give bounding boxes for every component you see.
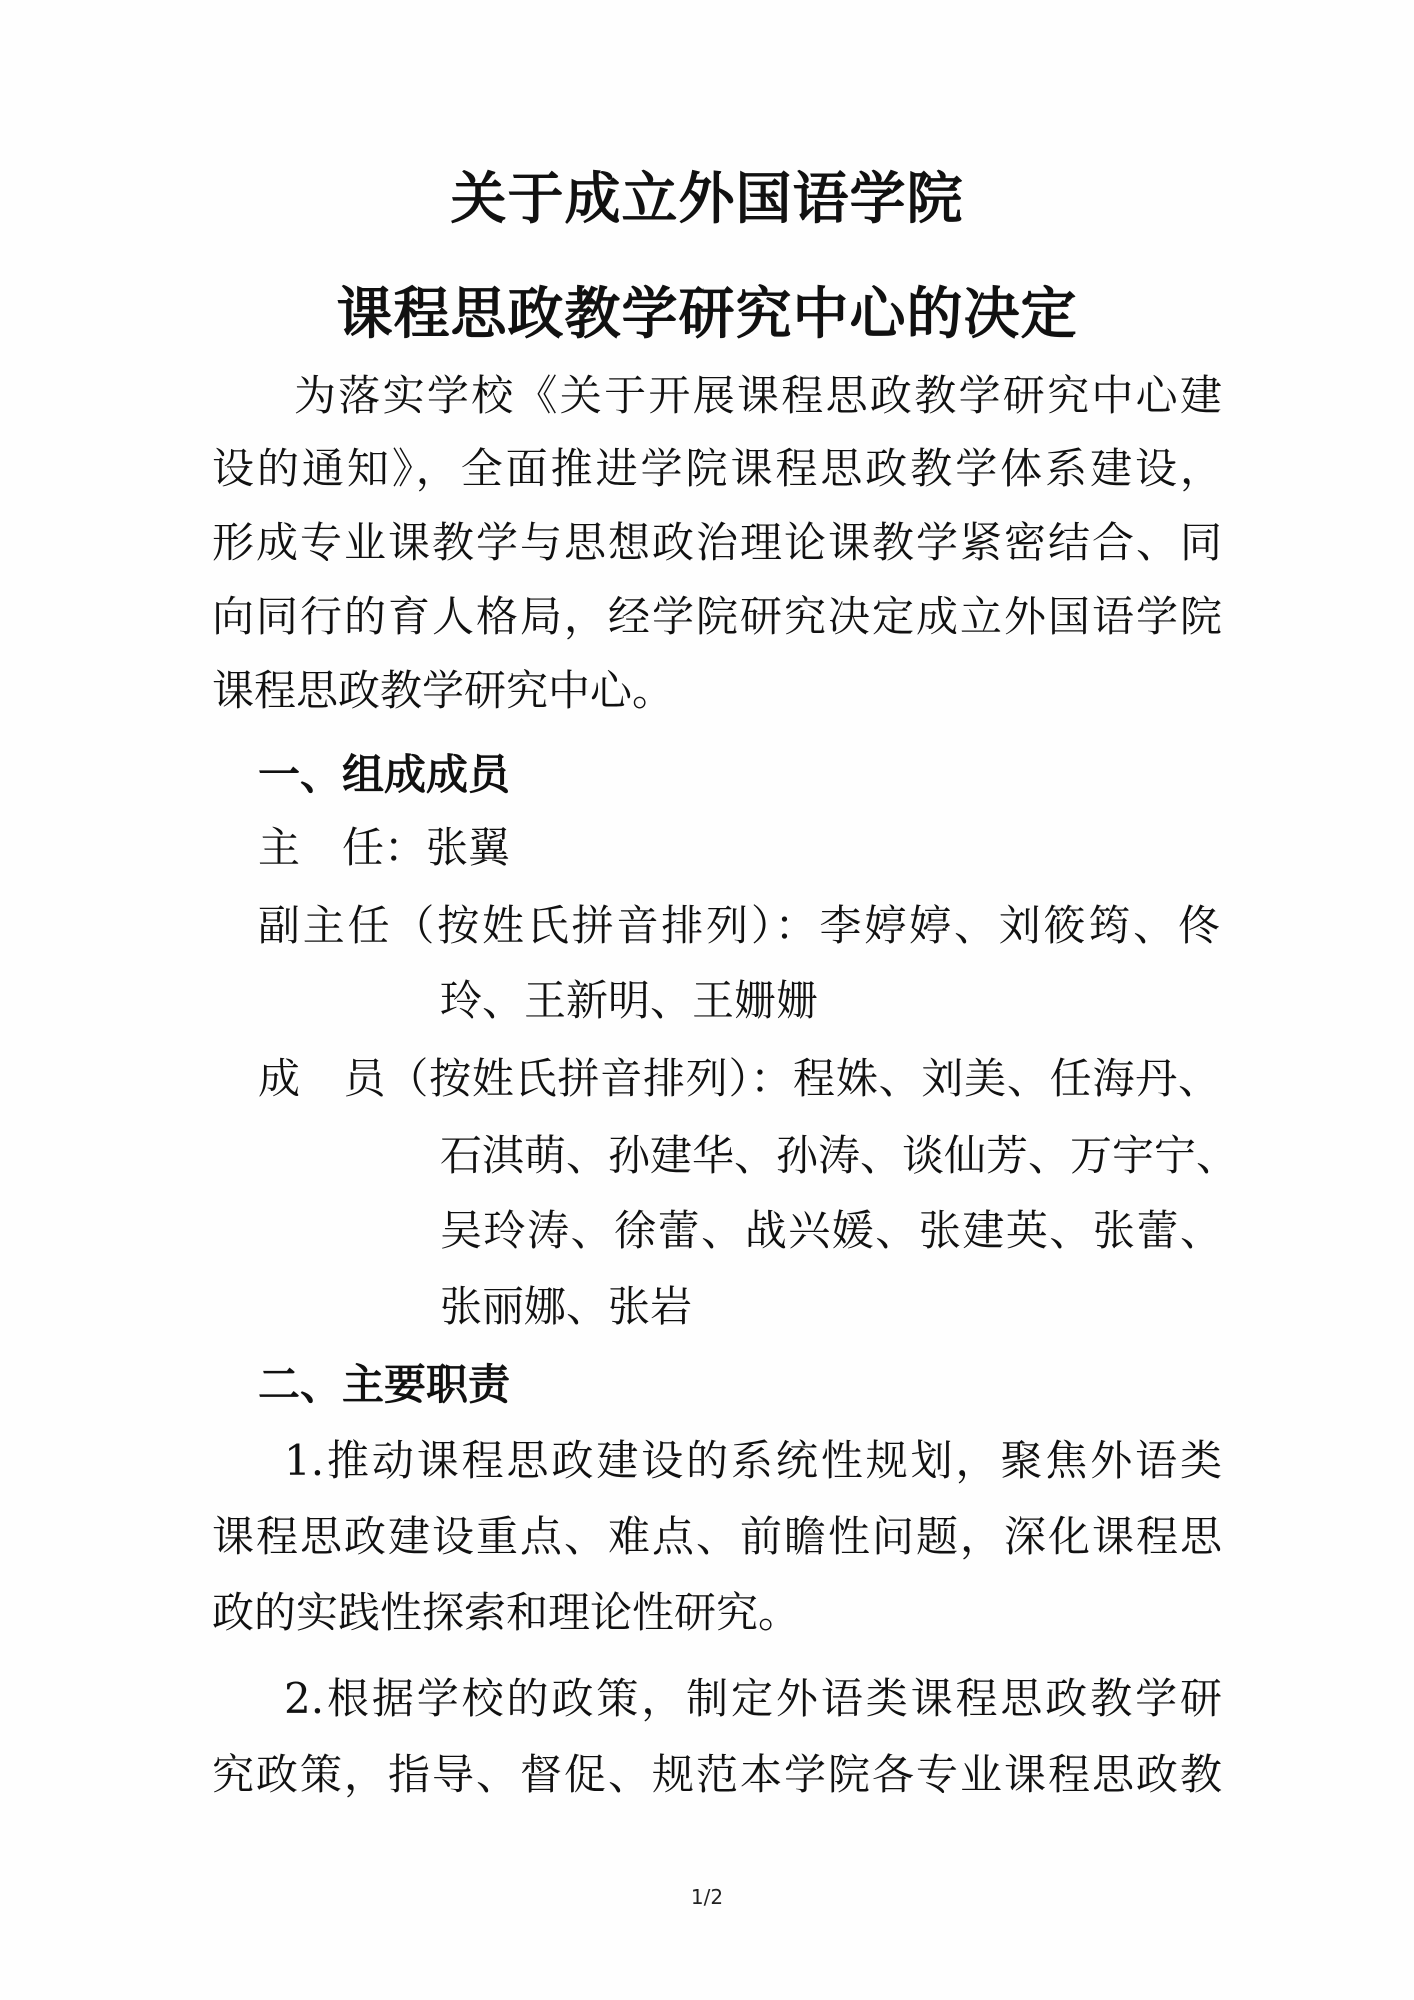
member-line: 成 员（按姓氏拼音排列）：程姝、刘美、任海丹、 (258, 1054, 1220, 1103)
duty-item1-line: 课程思政建设重点、难点、前瞻性问题，深化课程思 (212, 1512, 1222, 1561)
intro-line: 为落实学校《关于开展课程思政教学研究中心建 (294, 371, 1222, 420)
intro-line: 向同行的育人格局，经学院研究决定成立外国语学院 (212, 592, 1222, 641)
section-heading-members: 一、组成成员 (258, 750, 511, 799)
deputy-line: 玲、王新明、王姗姗 (440, 976, 819, 1025)
member-line: 石淇萌、孙建华、孙涛、谈仙芳、万宇宁、 (440, 1131, 1239, 1180)
deputy-line: 副主任（按姓氏拼音排列）：李婷婷、刘筱筠、佟 (258, 901, 1220, 950)
intro-line: 形成专业课教学与思想政治理论课教学紧密结合、同 (212, 518, 1222, 567)
director-line: 主 任：张翼 (258, 823, 511, 872)
duty-item2-line: 2.根据学校的政策，制定外语类课程思政教学研 (284, 1674, 1222, 1723)
intro-line: 设的通知》，全面推进学院课程思政教学体系建设， (212, 444, 1222, 493)
intro-line: 课程思政教学研究中心。 (212, 666, 675, 715)
duty-item1-line: 政的实践性探索和理论性研究。 (212, 1588, 801, 1637)
duty-item1-line: 1.推动课程思政建设的系统性规划，聚焦外语类 (284, 1436, 1222, 1485)
member-line: 张丽娜、张岩 (440, 1282, 693, 1331)
duty-item2-line: 究政策，指导、督促、规范本学院各专业课程思政教 (212, 1750, 1222, 1799)
section-heading-duties: 二、主要职责 (258, 1360, 511, 1409)
page-number: 1/2 (690, 1885, 724, 1909)
document-title-line1: 关于成立外国语学院 (450, 167, 964, 232)
member-line: 吴玲涛、徐蕾、战兴媛、张建英、张蕾、 (440, 1206, 1222, 1255)
document-title-line2: 课程思政教学研究中心的决定 (336, 282, 1078, 347)
